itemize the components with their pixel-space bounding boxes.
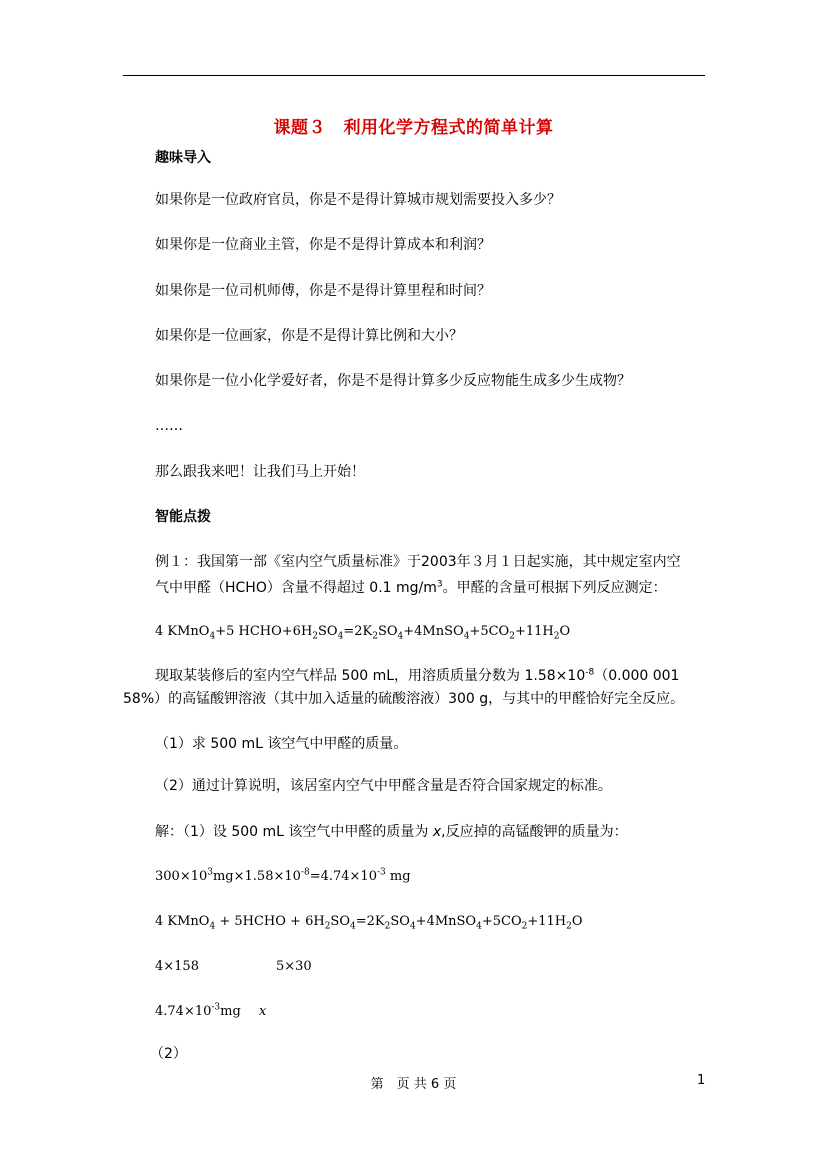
part-2-label: （2） — [150, 1046, 187, 1062]
chemical-equation: 4 KMnO$_4$ + 5HCHO + $6H_2SO_4=2K_2SO_4+4MnSO_4+5CO_2+11H_2O$ — [155, 914, 583, 932]
intro-line: 如果你是一位画家，你是不是得计算比例和大小？ — [155, 328, 463, 344]
intro-heading: 趣味导入 — [155, 150, 211, 166]
question-1: （1）求 500 mL 该空气中甲醛的质量。 — [155, 736, 408, 752]
intro-line: 如果你是一位商业主管，你是不是得计算成本和利润？ — [155, 237, 491, 253]
question-2: （2）通过计算说明，该居室内空气中甲醛含量是否符合国家规定的标准。 — [155, 778, 612, 794]
page-number: 1 — [697, 1073, 706, 1088]
mass-line: $4.74\times 10^{-3}mg$ — [155, 1002, 241, 1019]
intro-line: 那么跟我来吧！让我们马上开始！ — [155, 464, 365, 480]
ratio-right: 5×30 — [276, 959, 312, 974]
intro-ellipsis: …… — [155, 418, 183, 434]
solution-line: 解：（1）设 500 mL 该空气中甲醛的质量为 x,反应掉的高锰酸钾的质量为： — [155, 824, 628, 840]
page-title: 课题３ 利用化学方程式的简单计算 — [273, 118, 554, 138]
sample-line: 现取某装修后的室内空气样品 500 mL，用溶质质量分数为 $1.58\times 10^{-8}(0.000$ 001 — [155, 667, 680, 684]
mass-variable: x — [259, 1004, 267, 1019]
sample-line: 58%）的高锰酸钾溶液（其中加入适量的硫酸溶液）300 g，与其中的甲醛恰好完全反应。 — [123, 691, 685, 707]
ratio-left: 4×158 — [155, 959, 199, 974]
header-rule — [123, 75, 705, 76]
intro-line: 如果你是一位司机师傅，你是不是得计算里程和时间？ — [155, 283, 491, 299]
intro-line: 如果你是一位小化学爱好者，你是不是得计算多少反应物能生成多少生成物？ — [155, 373, 631, 389]
skill-heading: 智能点拨 — [155, 509, 211, 525]
intro-line: 如果你是一位政府官员，你是不是得计算城市规划需要投入多少？ — [155, 192, 561, 208]
chemical-equation: 4 KMnO$_4$+5 $HCHO+6H_2SO_4=2K_2SO_4+4MnSO_4+5CO_2+11H_2O$ — [155, 624, 571, 642]
page-footer: 第 页 共 6 页 — [370, 1077, 457, 1092]
example-line: 气中甲醛（HCHO）含量不得超过 0.1 $mg/m^3$。甲醛的含量可根据下列反应测定： — [155, 579, 667, 596]
example-line: 例１：我国第一部《室内空气质量标准》于2003年３月１日起实施，其中规定室内空 — [155, 554, 681, 570]
calculation-line: $300\times 10^3mg\times 1.58\times 10^{-8}=4.74\times 10^{-3}$ mg — [155, 867, 411, 884]
